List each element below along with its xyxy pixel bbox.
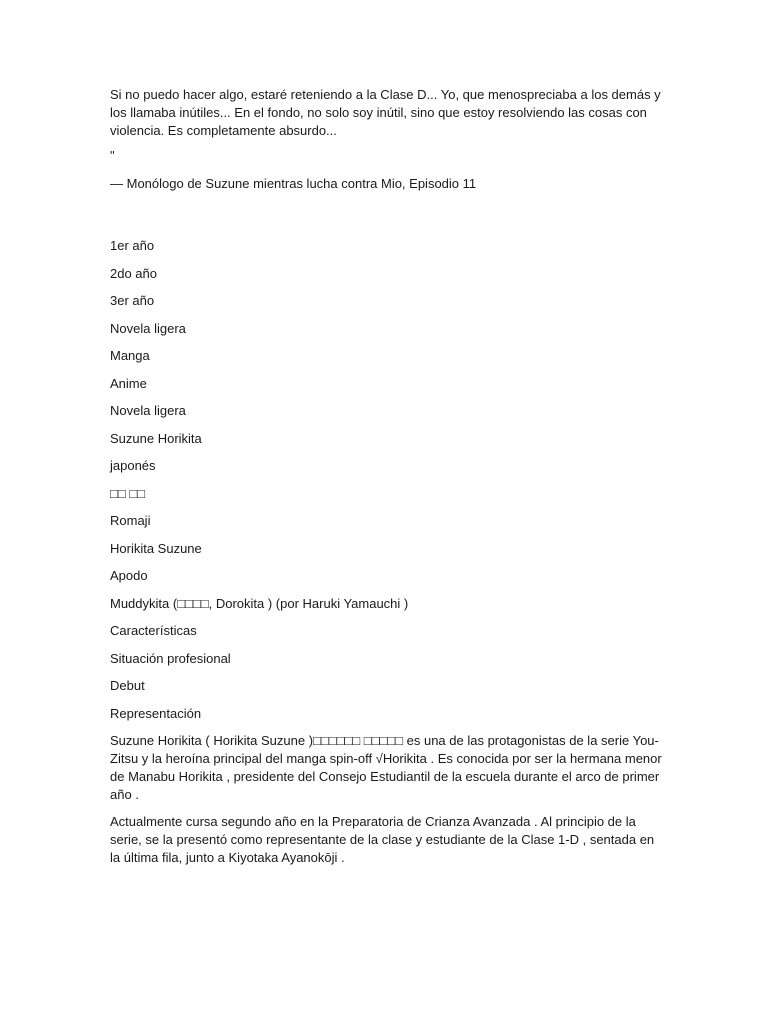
list-item: Manga	[110, 348, 150, 363]
list-item: Suzune Horikita	[110, 430, 202, 446]
list-item: Situación profesional	[110, 650, 231, 666]
list-item: 2do año	[110, 265, 157, 281]
document-page	[110, 86, 662, 876]
list-item: Horikita Suzune	[110, 540, 202, 556]
list-item: Novela ligera	[110, 403, 186, 418]
list-item: Novela ligera	[110, 320, 186, 336]
list-item: □□ □□	[110, 485, 146, 501]
list-item: Muddykita (□□□□, Dorokita ) (por Haruki Yamauchi )	[110, 595, 409, 611]
list-item: Representación	[110, 705, 202, 721]
list-item: japonés	[110, 458, 156, 473]
list-item: 3er año	[110, 293, 155, 308]
quote-attribution: — Monólogo de Suzune mientras lucha contra Mio, Episodio 11	[110, 176, 477, 191]
body-paragraph: Actualmente cursa segundo año en la Preparatoria de Crianza Avanzada . Al principio de la serie, se la presentó como representante de la clase y estudiante de la Clase 1-D , sentada en la última fila, junto a Kiyotaka Ayanokōji .	[110, 814, 655, 865]
list-item: Debut	[110, 678, 145, 693]
list-item: Anime	[110, 375, 147, 391]
spacer	[110, 193, 662, 237]
body-paragraph: Suzune Horikita ( Horikita Suzune )□□□□□□ □□□□□ es una de las protagonistas de la serie You-Zitsu y la heroína principal del manga spin-off √Horikita . Es conocida por ser la hermana menor de Manabu Horikita , presidente del Consejo Estudiantil de la escuela durante el arco de primer año .	[110, 733, 662, 802]
info-list	[110, 237, 662, 723]
list-item: 1er año	[110, 238, 155, 253]
quote-text: Si no puedo hacer algo, estaré reteniendo a la Clase D... Yo, que menospreciaba a los demás y los llamaba inútiles... En el fondo, no solo soy inútil, sino que estoy resolviendo las cosas con violencia. Es completamente absurdo...	[110, 87, 661, 138]
list-item: Romaji	[110, 513, 151, 528]
list-item: Apodo	[110, 568, 148, 583]
quote-closing-mark: "	[110, 148, 115, 163]
list-item: Características	[110, 623, 197, 638]
